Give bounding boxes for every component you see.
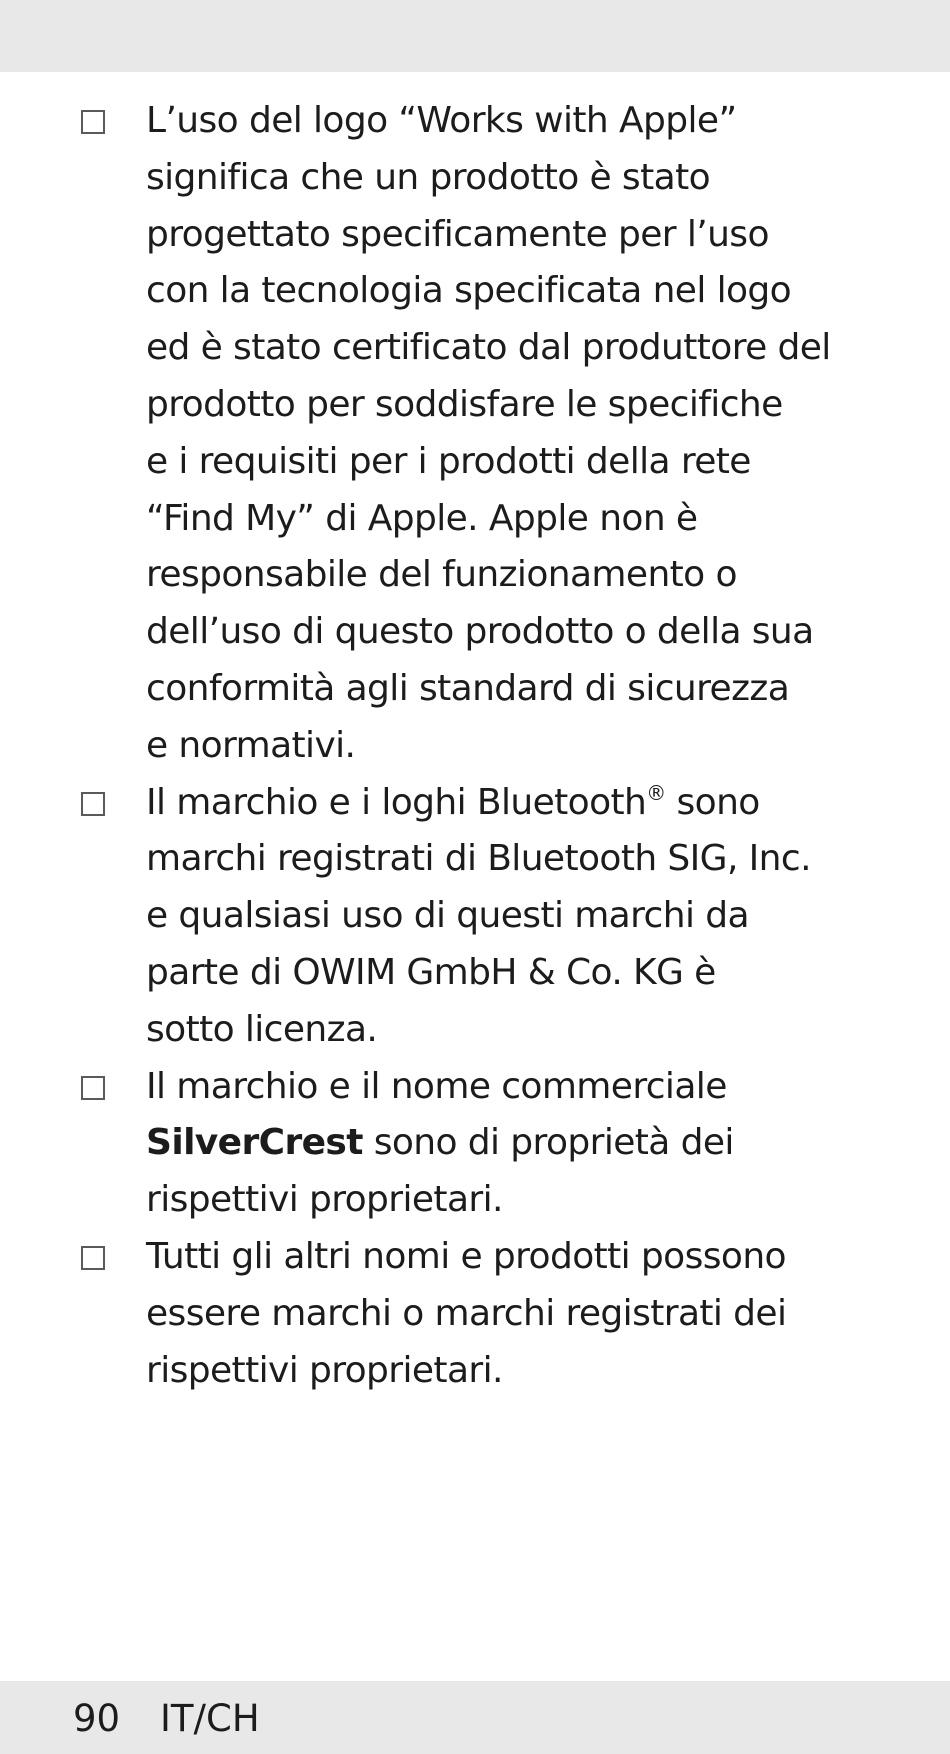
list-item-text (146, 93, 846, 775)
text-line: conformità agli standard di sicurezza (146, 667, 790, 709)
brand-name: SilverCrest (146, 1122, 363, 1164)
text-line: rispettivi proprietari. (146, 1349, 503, 1391)
text-fragment: Il marchio e i loghi Bluetooth (146, 781, 647, 823)
text-line: parte di OWIM GmbH & Co. KG è (146, 951, 716, 993)
trademark-notice-list (0, 93, 950, 1399)
text-line: e i requisiti per i prodotti della rete (146, 440, 751, 482)
text-line (146, 775, 846, 832)
list-item-text (146, 1059, 846, 1229)
text-fragment: sono di proprietà dei (362, 1122, 734, 1164)
text-line: dell’uso di questo prodotto o della sua (146, 611, 814, 653)
checkbox-icon (81, 1076, 105, 1100)
checkbox-icon (81, 1246, 105, 1270)
list-item-silvercrest (0, 1059, 846, 1229)
text-line: L’uso del logo “Works with Apple” (146, 100, 737, 141)
text-line: significa che un prodotto è stato (146, 156, 711, 198)
text-line: e normativi. (146, 724, 356, 766)
page-number: 90 (73, 1697, 121, 1740)
registered-mark: ® (646, 780, 666, 805)
text-line: rispettivi proprietari. (146, 1179, 503, 1221)
page-header-band (0, 0, 950, 72)
list-item-bluetooth (0, 775, 846, 1059)
text-line (146, 1115, 846, 1172)
text-line: con la tecnologia specificata nel logo (146, 270, 792, 312)
checkbox-icon (81, 792, 105, 816)
text-line: responsabile del funzionamento o (146, 554, 737, 596)
text-line: progettato specificamente per l’uso (146, 213, 769, 255)
text-line: “Find My” di Apple. Apple non è (146, 497, 698, 539)
list-item-other-trademarks (0, 1229, 846, 1399)
list-item-text (146, 1229, 846, 1399)
text-line: ed è stato certificato dal produttore del (146, 327, 831, 369)
text-line: marchi registrati di Bluetooth SIG, Inc. (146, 838, 811, 880)
text-line: Il marchio e il nome commerciale (146, 1065, 727, 1107)
list-item-works-with-apple (0, 93, 846, 775)
text-line: e qualsiasi uso di questi marchi da (146, 895, 749, 937)
text-line: essere marchi o marchi registrati dei (146, 1292, 787, 1334)
text-line: Tutti gli altri nomi e prodotti possono (146, 1235, 786, 1277)
text-line: sotto licenza. (146, 1008, 378, 1050)
text-line: prodotto per soddisfare le specifiche (146, 383, 783, 425)
text-fragment: sono (665, 781, 760, 823)
checkbox-icon (81, 110, 105, 134)
list-item-text (146, 775, 846, 1059)
page-footer-band (0, 1681, 950, 1754)
locale-label: IT/CH (160, 1697, 260, 1740)
